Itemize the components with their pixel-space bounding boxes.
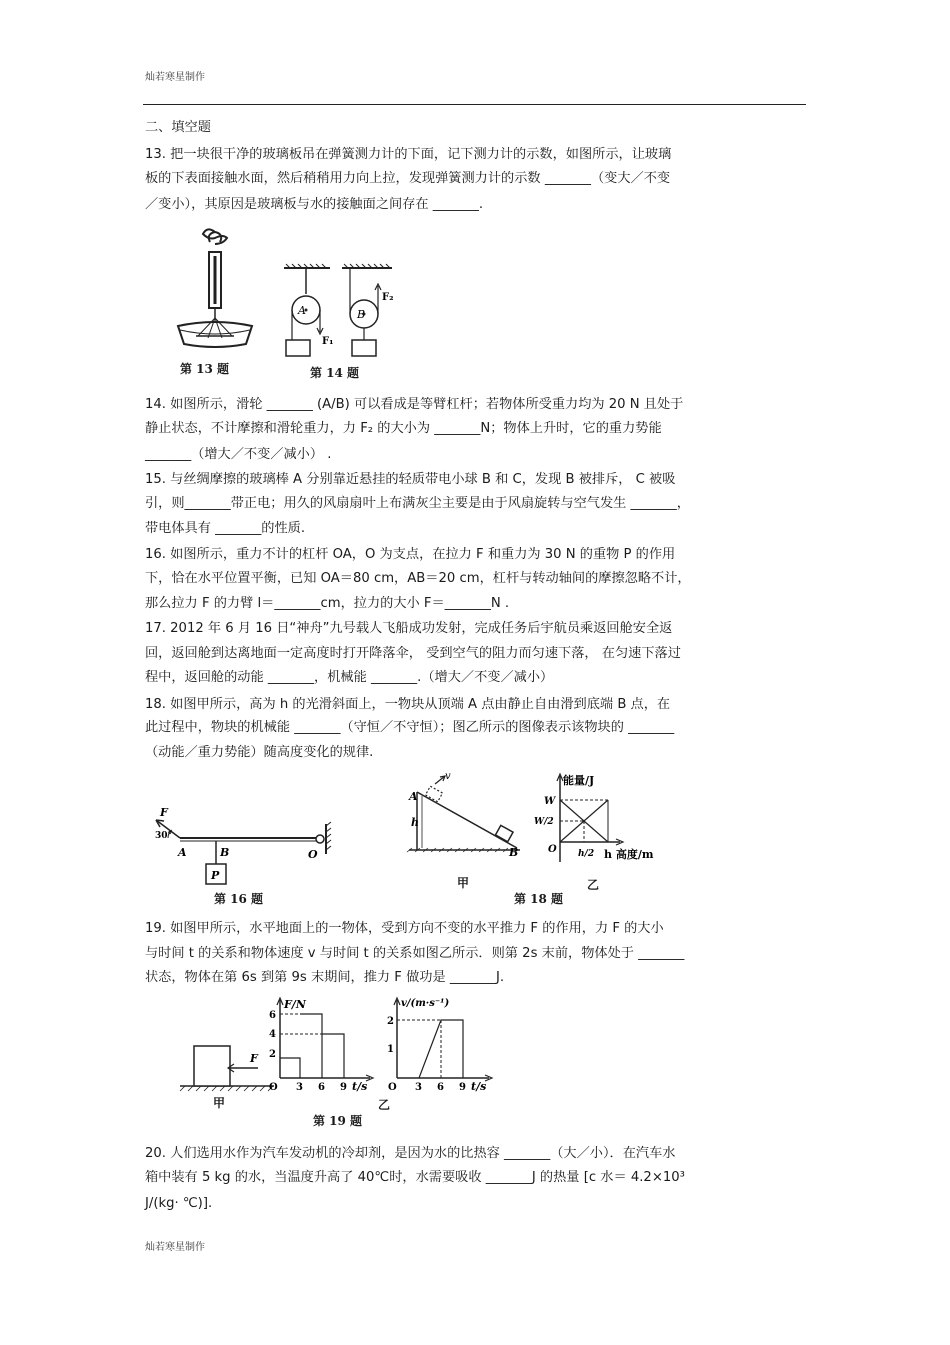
point-o-label: O (308, 848, 318, 861)
q20-line-1: 20. 人们选用水作为汽车发动机的冷却剂，是因为水的比热容 _______（大／小）．在汽车水 (145, 1146, 676, 1161)
point-b-label: B (509, 846, 519, 859)
y-tick: 1 (387, 1044, 394, 1055)
tick-w-label: W (544, 796, 556, 807)
q16-line-2: 下，恰在水平位置平衡，已知 OA＝80 cm，AB＝20 cm，杠杆与转动轴间的摩擦忽略不计， (145, 571, 691, 586)
x-axis-label: h 高度/m (604, 848, 654, 861)
y-axis-label: v/(m·s⁻¹) (401, 998, 450, 1009)
angle-label: 30° (155, 831, 173, 841)
q14-line-1: 14. 如图所示，滑轮 _______ (A/B) 可以看成是等臂杠杆；若物体所受重力均为 20 N 且处于 (145, 397, 684, 412)
x-tick: O (269, 1082, 278, 1093)
page-footer: 灿若寒星制作 (145, 1242, 205, 1253)
point-a-label: A (178, 846, 187, 859)
fig19-velocity-time-graph (385, 994, 500, 1092)
q15-line-2: 引，则_______带正电；用久的风扇扇叶上布满灰尘主要是由于风扇旋转与空气发生 _______， (145, 496, 690, 511)
q15-line-1: 15. 与丝绸摩擦的玻璃棒 A 分别靠近悬挂的轻质带电小球 B 和 C，发现 B 被排斥， C 被吸 (145, 472, 676, 487)
fig19-caption: 第 19 题 (313, 1114, 363, 1128)
point-b-label: B (220, 846, 230, 859)
q18-line-1: 18. 如图甲所示，高为 h 的光滑斜面上，一物块从顶端 A 点由静止自由滑到底端 B 点，在 (145, 697, 671, 712)
q18-line-2: 此过程中，物块的机械能 _______（守恒／不守恒）；图乙所示的图像表示该物块的 _______ (145, 720, 675, 735)
header-rule (143, 104, 806, 105)
q19-line-1: 19. 如图甲所示，水平地面上的一物体，受到方向不变的水平推力 F 的作用，力 F 的大小 (145, 921, 664, 936)
fig19-jia-caption: 甲 (213, 1096, 226, 1110)
force-f2-label: F₂ (382, 292, 394, 303)
velocity-v-label: v (445, 771, 451, 782)
x-tick: 3 (415, 1082, 422, 1093)
q18-line-3: （动能／重力势能）随高度变化的规律. (145, 745, 374, 760)
fig18-incline-diagram (405, 772, 525, 860)
q17-line-1: 17. 2012 年 6 月 16 日“神舟”九号载人飞船成功发射，完成任务后宇航员乘返回舱安全返 (145, 621, 673, 636)
q14-line-3: _______（增大／不变／减小） . (145, 447, 332, 462)
q16-line-3: 那么拉力 F 的力臂 l＝_______cm，拉力的大小 F＝_______N . (145, 596, 510, 611)
section-title: 二、填空题 (145, 120, 211, 135)
force-f-label: F (160, 806, 168, 819)
fig19-yi-caption: 乙 (378, 1098, 391, 1112)
y-tick: 6 (269, 1010, 276, 1021)
y-tick: 4 (269, 1029, 276, 1040)
page-header: 灿若寒星制作 (145, 72, 205, 83)
y-tick: 2 (269, 1049, 276, 1060)
fig18-energy-graph (534, 770, 670, 874)
height-h-label: h (411, 816, 419, 829)
q13-line-2: 板的下表面接触水面，然后稍稍用力向上拉，发现弹簧测力计的示数 _______（变大／不变 (145, 171, 671, 186)
y-axis-label: F/N (284, 998, 306, 1011)
y-tick: 2 (387, 1016, 394, 1027)
point-a-label: A (409, 790, 418, 803)
fig14-caption: 第 14 题 (310, 366, 360, 380)
fig13-spring-scale-diagram (170, 226, 260, 358)
fig19-block-diagram (178, 1036, 278, 1096)
tick-w-half-label: W/2 (534, 817, 554, 827)
x-tick: O (388, 1082, 397, 1093)
fig18-yi-caption: 乙 (587, 878, 600, 892)
pulley-b-label: B (357, 308, 366, 321)
q15-line-3: 带电体具有 _______的性质. (145, 521, 306, 536)
x-tick: 6 (318, 1082, 325, 1093)
q17-line-3: 程中，返回舱的动能 _______，机械能 _______.（增大／不变／减小） (145, 670, 554, 685)
q14-line-2: 静止状态，不计摩擦和滑轮重力，力 F₂ 的大小为 _______N；物体上升时，它的重力势能 (145, 421, 662, 436)
pulley-a-label: A (298, 304, 306, 317)
q19-line-2: 与时间 t 的关系和物体速度 v 与时间 t 的关系如图乙所示．则第 2s 末前，物体处于 _______ (145, 946, 685, 961)
x-tick: 9 (340, 1082, 347, 1093)
force-f1-label: F₁ (322, 336, 334, 347)
fig19-force-time-graph (266, 994, 381, 1092)
origin-label: O (548, 844, 557, 855)
q13-line-3: ／变小），其原因是玻璃板与水的接触面之间存在 _______. (145, 197, 484, 212)
x-tick: 3 (296, 1082, 303, 1093)
q20-line-3: J/(kg· ℃)]. (145, 1196, 213, 1211)
tick-h-half-label: h/2 (578, 849, 595, 859)
q17-line-2: 回，返回舱到达离地面一定高度时打开降落伞， 受到空气的阻力而匀速下落， 在匀速下落过 (145, 646, 681, 661)
fig14-pulley-diagram (282, 264, 397, 360)
fig16-lever-diagram (150, 806, 340, 890)
q19-line-3: 状态，物体在第 6s 到第 9s 末期间，推力 F 做功是 _______J. (145, 970, 505, 985)
q20-line-2: 箱中装有 5 kg 的水，当温度升高了 40℃时，水需要吸收 _______J 的热量 [c 水＝ 4.2×10³ (145, 1170, 685, 1185)
x-axis-label: t/s (352, 1080, 368, 1093)
q16-line-1: 16. 如图所示，重力不计的杠杆 OA，O 为支点，在拉力 F 和重力为 30 N 的重物 P 的作用 (145, 547, 676, 562)
force-f-label: F (250, 1052, 258, 1065)
x-tick: 6 (437, 1082, 444, 1093)
weight-p-label: P (211, 869, 220, 882)
q13-line-1: 13. 把一块很干净的玻璃板吊在弹簧测力计的下面，记下测力计的示数，如图所示，让玻璃 (145, 147, 672, 162)
fig18-jia-caption: 甲 (457, 876, 470, 890)
y-axis-label: 能量/J (563, 774, 595, 787)
fig16-caption: 第 16 题 (214, 892, 264, 906)
fig13-caption: 第 13 题 (180, 362, 230, 376)
fig18-caption: 第 18 题 (514, 892, 564, 906)
x-axis-label: t/s (471, 1080, 487, 1093)
x-tick: 9 (459, 1082, 466, 1093)
